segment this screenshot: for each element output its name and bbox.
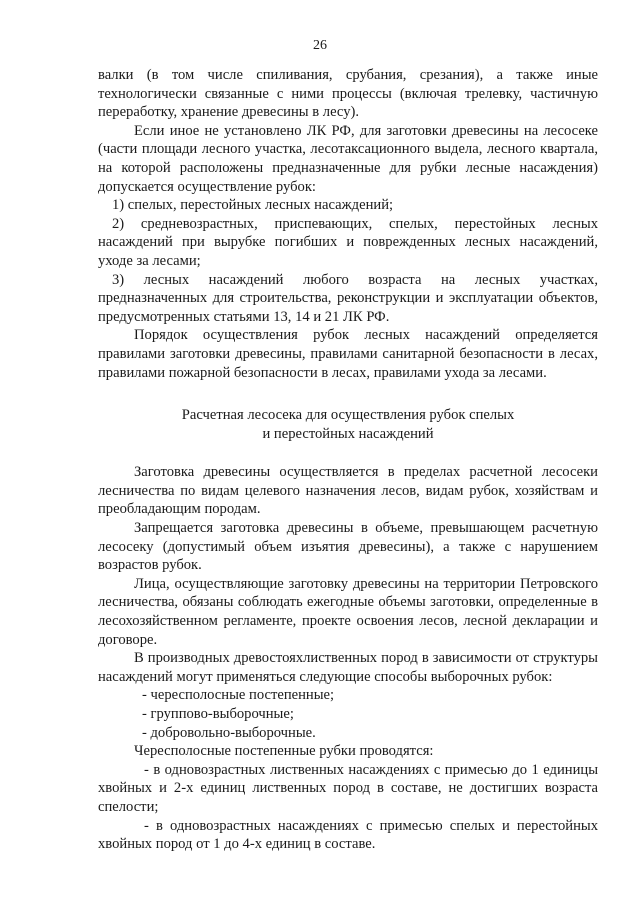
list-item: - добровольно-выборочные. (142, 724, 316, 741)
section-heading-line-2: и перестойных насаждений (262, 425, 434, 442)
paragraph: Заготовка древесины осуществляется в пределах расчетной лесосеки лесничества по видам целевого назначения лесов, видам рубок, хозяйствам и преобладающим породам. (98, 464, 598, 518)
paragraph: Если иное не установлено ЛК РФ, для заготовки древесины на лесосеке (части площади лесного участка, лесотаксационного выдела, лесного квартала, на которой расположены предназначенные для рубки лесные насаждения) допускается осуществление рубок: (98, 122, 598, 195)
list-item: - в одновозрастных лиственных насаждениях с примесью до 1 единицы хвойных и 2-х единиц лиственных пород в составе, не достигших возраста спелости; (98, 761, 598, 815)
list-item: 3) лесных насаждений любого возраста на лесных участках, предназначенных для строительства, реконструкции и эксплуатации объектов, предусмотренных статьями 13, 14 и 21 ЛК РФ. (98, 271, 598, 325)
paragraph: В производных древостояхлиственных пород в зависимости от структуры насаждений могут применяться следующие способы выборочных рубок: (98, 650, 598, 685)
list-item: 2) средневозрастных, приспевающих, спелых, перестойных лесных насаждений при вырубке погибших и поврежденных лесных насаждений, уходе за лесами; (98, 215, 598, 269)
paragraph: Запрещается заготовка древесины в объеме, превышающем расчетную лесосеку (допустимый объем изъятия древесины), а также с нарушением возрастов рубок. (98, 520, 598, 574)
paragraph: валки (в том числе спиливания, срубания, срезания), а также иные технологически связанные с ними процессы (включая трелевку, частичную переработку, хранение древесины в лесу). (98, 67, 598, 121)
paragraph: Чересполосные постепенные рубки проводятся: (134, 743, 434, 760)
section-heading-line-1: Расчетная лесосека для осуществления рубок спелых (181, 407, 515, 424)
list-item: - группово-выборочные; (142, 706, 294, 722)
list-item: 1) спелых, перестойных лесных насаждений; (112, 197, 394, 214)
paragraph: Лица, осуществляющие заготовку древесины на территории Петровского лесничества, обязаны соблюдать ежегодные объемы заготовки, определенные в лесохозяйственном регламенте, проекте освоения лесов, лесной декларации и договоре. (98, 575, 598, 648)
section-heading (98, 406, 598, 443)
document-body (98, 66, 598, 854)
list-item: - чересполосные постепенные; (142, 687, 335, 704)
page-number: 26 (313, 38, 327, 53)
list-item: - в одновозрастных насаждениях с примесью спелых и перестойных хвойных пород от 1 до 4-х единиц в составе. (98, 817, 598, 853)
paragraph: Порядок осуществления рубок лесных насаждений определяется правилами заготовки древесины, правилами санитарной безопасности в лесах, правилами пожарной безопасности в лесах, правилами ухода за лесами. (98, 327, 598, 381)
